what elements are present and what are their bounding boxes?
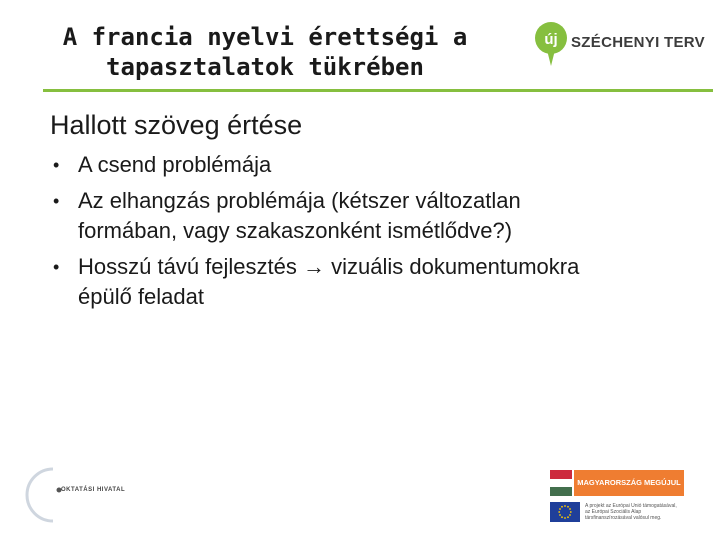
slide-title (40, 22, 490, 82)
bullet-icon: • (53, 257, 60, 277)
szechenyi-terv-logo (533, 20, 705, 70)
logo-mark-text: új (544, 31, 558, 48)
list-item-line: formában, vagy szakaszonként ismétlődve?) (78, 218, 513, 243)
eu-text-line-2: az Európai Szociális Alap (585, 509, 642, 515)
szechenyi-leaf-icon (533, 20, 569, 70)
list-item (50, 150, 690, 180)
bullet-icon: • (53, 191, 60, 211)
list-item-line: A csend problémája (78, 152, 272, 177)
eu-flag-icon (550, 502, 580, 522)
list-item-line: Az elhangzás problémája (kétszer változatlan (78, 188, 521, 213)
eu-text-line-1: A projekt az Európai Unió támogatásával, (585, 503, 677, 509)
bullet-list (50, 150, 690, 318)
title-divider (43, 89, 713, 92)
oktatasi-hivatal-logo (25, 463, 145, 525)
oktatasi-hivatal-arc-icon (25, 463, 145, 525)
section-subtitle: Hallott szöveg értése (50, 110, 303, 140)
bullet-icon: • (53, 155, 60, 175)
slide-title-line-1: A francia nyelvi érettségi a (62, 23, 468, 51)
hungarian-flag-icon (550, 470, 572, 496)
list-item (50, 252, 690, 312)
list-item-line: Hosszú távú fejlesztés → vizuális dokumentumokra (78, 254, 580, 279)
oktatasi-hivatal-text: OKTATÁSI HIVATAL (61, 487, 126, 493)
badge-text: MAGYARORSZÁG MEGÚJUL (574, 470, 684, 496)
magyarorszag-megujul-badge (550, 470, 684, 496)
eu-text-line-3: társfinanszírozásával valósul meg. (585, 515, 662, 521)
list-item-line: épülő feladat (78, 284, 204, 309)
logo-brand-text: SZÉCHENYI TERV (571, 34, 705, 51)
eu-funding-text (585, 503, 705, 521)
slide-title-line-2: tapasztalatok tükrében (106, 53, 424, 81)
list-item (50, 186, 690, 246)
